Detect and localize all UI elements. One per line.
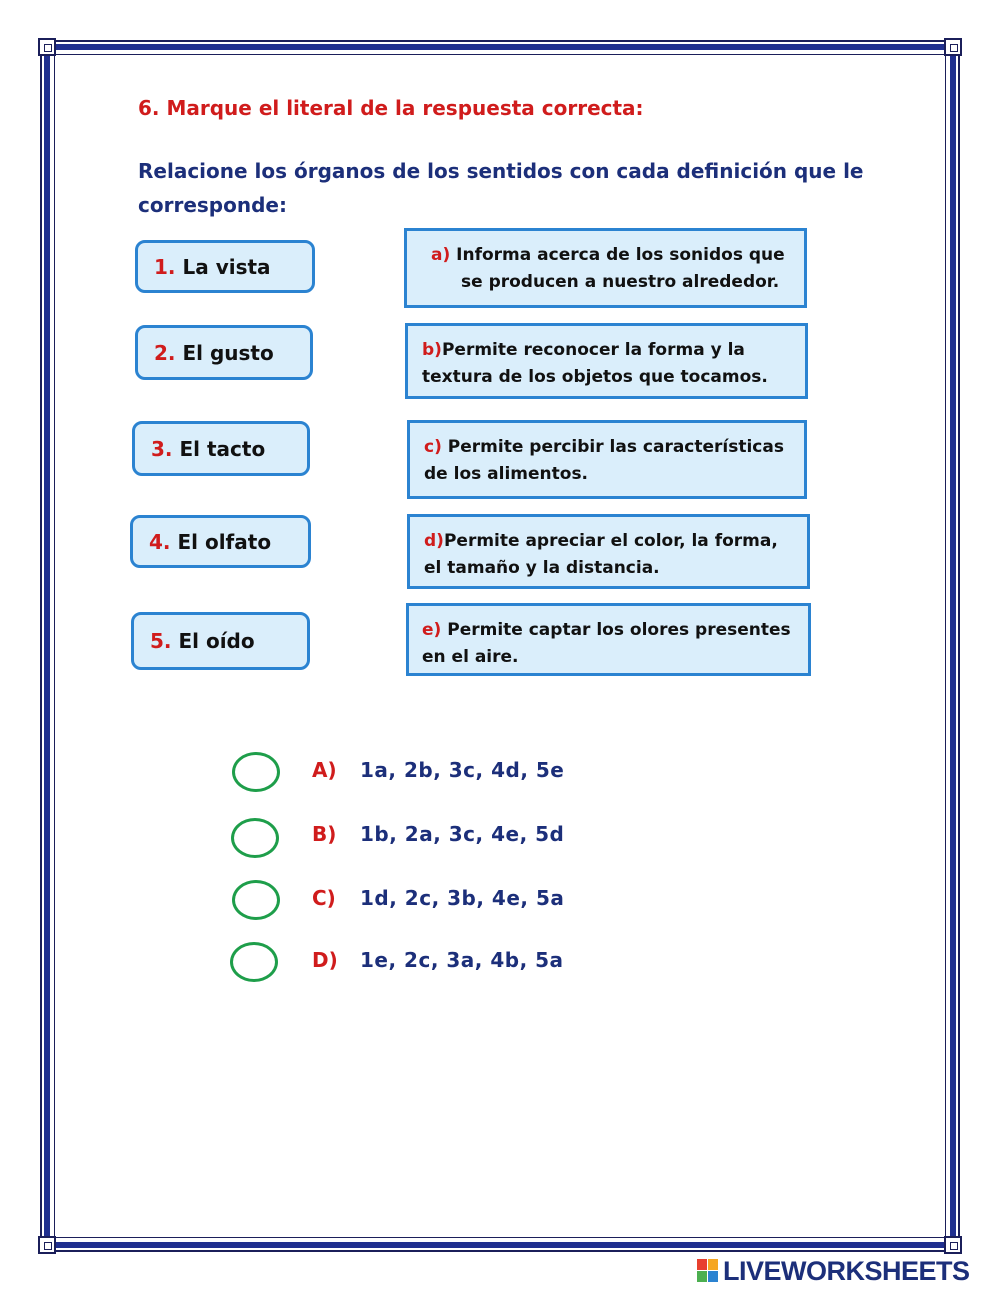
- definition-line: en el aire.: [422, 647, 519, 667]
- definition-letter: e): [422, 620, 442, 640]
- organ-number: 5.: [150, 629, 172, 653]
- option-text: 1b, 2a, 3c, 4e, 5d: [360, 822, 565, 846]
- radio-button-a[interactable]: [232, 752, 280, 792]
- option-text: 1e, 2c, 3a, 4b, 5a: [360, 948, 564, 972]
- definition-line: Permite reconocer la forma y la: [441, 340, 745, 360]
- organ-label: El gusto: [182, 340, 274, 365]
- definition-line: textura de los objetos que tocamos.: [422, 367, 768, 387]
- option-letter: A): [312, 758, 337, 782]
- organ-box-1: [135, 240, 315, 293]
- organ-box-3: [132, 421, 310, 476]
- definition-letter: d): [424, 531, 444, 551]
- option-text: 1d, 2c, 3b, 4e, 5a: [360, 886, 565, 910]
- organ-box-2: [135, 325, 313, 380]
- organ-label: El olfato: [177, 529, 272, 554]
- definition-box-b: [405, 323, 808, 399]
- option-letter: B): [312, 822, 337, 846]
- definition-box-a: [404, 228, 807, 308]
- definition-letter: b): [422, 340, 442, 360]
- definition-box-e: [406, 603, 811, 676]
- definition-box-d: [407, 514, 810, 589]
- organ-label: El oído: [178, 629, 255, 653]
- definition-letter: c): [424, 437, 442, 457]
- organ-label: La vista: [182, 254, 271, 279]
- organ-number: 3.: [151, 436, 173, 461]
- option-text: 1a, 2b, 3c, 4d, 5e: [360, 758, 565, 782]
- organ-number: 4.: [149, 529, 171, 554]
- radio-button-d[interactable]: [230, 942, 278, 982]
- question-title: 6. Marque el literal de la respuesta correcta:: [138, 96, 644, 120]
- organ-box-4: [130, 515, 311, 568]
- brand-name: LIVEWORKSHEETS: [723, 1255, 970, 1286]
- brand-mark-icon: [697, 1259, 719, 1283]
- definition-line: el tamaño y la distancia.: [424, 558, 660, 578]
- definition-line: se producen a nuestro alrededor.: [461, 272, 780, 292]
- frame-corner-top-right: [944, 38, 962, 56]
- organ-number: 1.: [154, 254, 176, 279]
- definition-letter: a): [431, 245, 451, 265]
- liveworksheets-logo: [697, 1255, 970, 1287]
- radio-button-b[interactable]: [231, 818, 279, 858]
- option-letter: D): [312, 948, 338, 972]
- radio-button-c[interactable]: [232, 880, 280, 920]
- option-letter: C): [312, 886, 336, 910]
- definition-box-c: [407, 420, 807, 499]
- definition-line: Permite apreciar el color, la forma,: [443, 531, 778, 551]
- frame-corner-top-left: [38, 38, 56, 56]
- definition-line: Permite captar los olores presentes: [447, 620, 791, 640]
- definition-line: Informa acerca de los sonidos que: [456, 245, 785, 265]
- organ-box-5: [131, 612, 310, 670]
- question-instruction: Relacione los órganos de los sentidos con cada definición que le corresponde:: [138, 159, 864, 217]
- organ-number: 2.: [154, 340, 176, 365]
- frame-corner-bottom-left: [38, 1236, 56, 1254]
- definition-line: de los alimentos.: [424, 464, 589, 484]
- frame-corner-bottom-right: [944, 1236, 962, 1254]
- organ-label: El tacto: [179, 436, 266, 461]
- definition-line: Permite percibir las características: [447, 437, 784, 457]
